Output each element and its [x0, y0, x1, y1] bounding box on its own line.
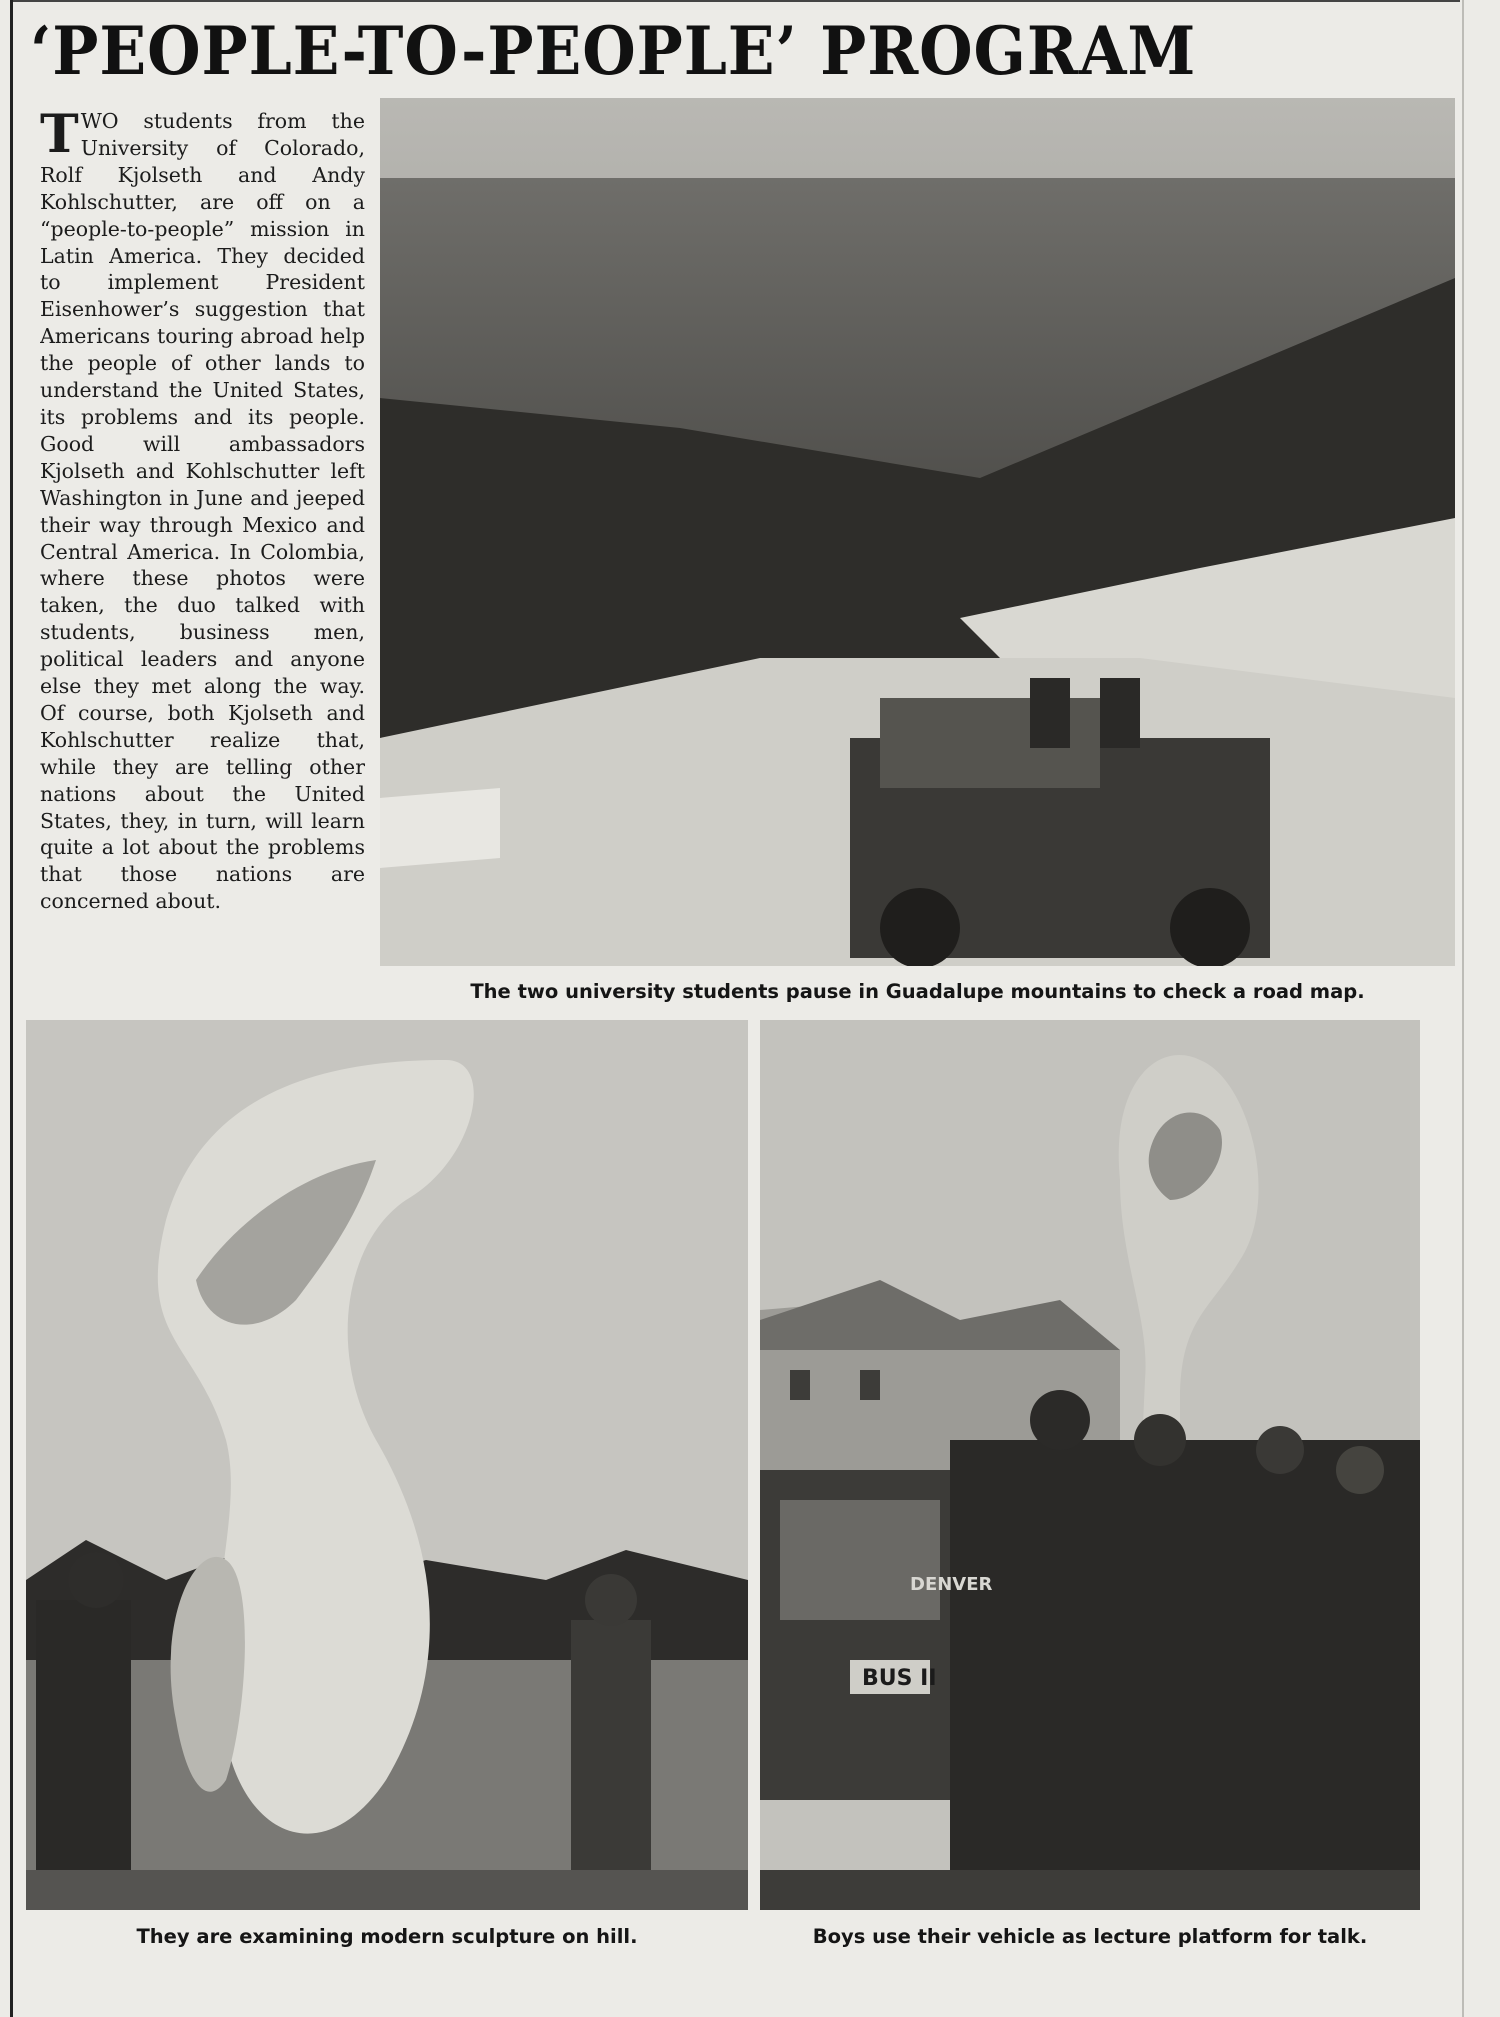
jeep-plate-text: BUS II — [862, 1666, 937, 1691]
jeep-lecture-image — [760, 1020, 1420, 1910]
mountain-road-image — [380, 98, 1455, 966]
page-right-edge — [1462, 0, 1464, 2017]
article-dropcap: T — [40, 108, 79, 165]
sculpture-hill-image — [26, 1020, 748, 1910]
photo-mountain-road — [380, 98, 1455, 966]
photo-jeep-lecture — [760, 1020, 1420, 1910]
page-top-rule — [10, 0, 1460, 2]
caption-sculpture-hill: They are examining modern sculpture on hill. — [136, 1925, 638, 1948]
caption-mountain-road: The two university students pause in Guadalupe mountains to check a road map. — [470, 980, 1365, 1003]
page-headline: ‘PEOPLE-TO-PEOPLE’ PROGRAM — [30, 12, 1197, 90]
caption-jeep-lecture: Boys use their vehicle as lecture platform for talk. — [812, 1925, 1368, 1948]
page-left-rule — [10, 0, 13, 2017]
article-text: WO students from the University of Colorado, Rolf Kjolseth and Andy Kohlschutter, are off on a “people-to-people” mission in Latin America. They decided to implement President Eisenhower’s suggestion that Americans touring abroad help the people of other lands to understand the United States, its problems and its people. Good will ambassadors Kjolseth and Kohlschutter left Washington in June and jeeped their way through Mexico and Central America. In Colombia, where these photos were taken, the duo talked with students, business men, political leaders and anyone else they met along the way. Of course, both Kjolseth and Kohlschutter realize that, while they are telling other nations about the United States, they, in turn, will learn quite a lot about the problems that those nations are concerned about. — [40, 109, 365, 914]
photo-sculpture-hill — [26, 1020, 748, 1910]
article-body — [40, 108, 365, 998]
jeep-label-text: DENVER — [910, 1574, 993, 1595]
